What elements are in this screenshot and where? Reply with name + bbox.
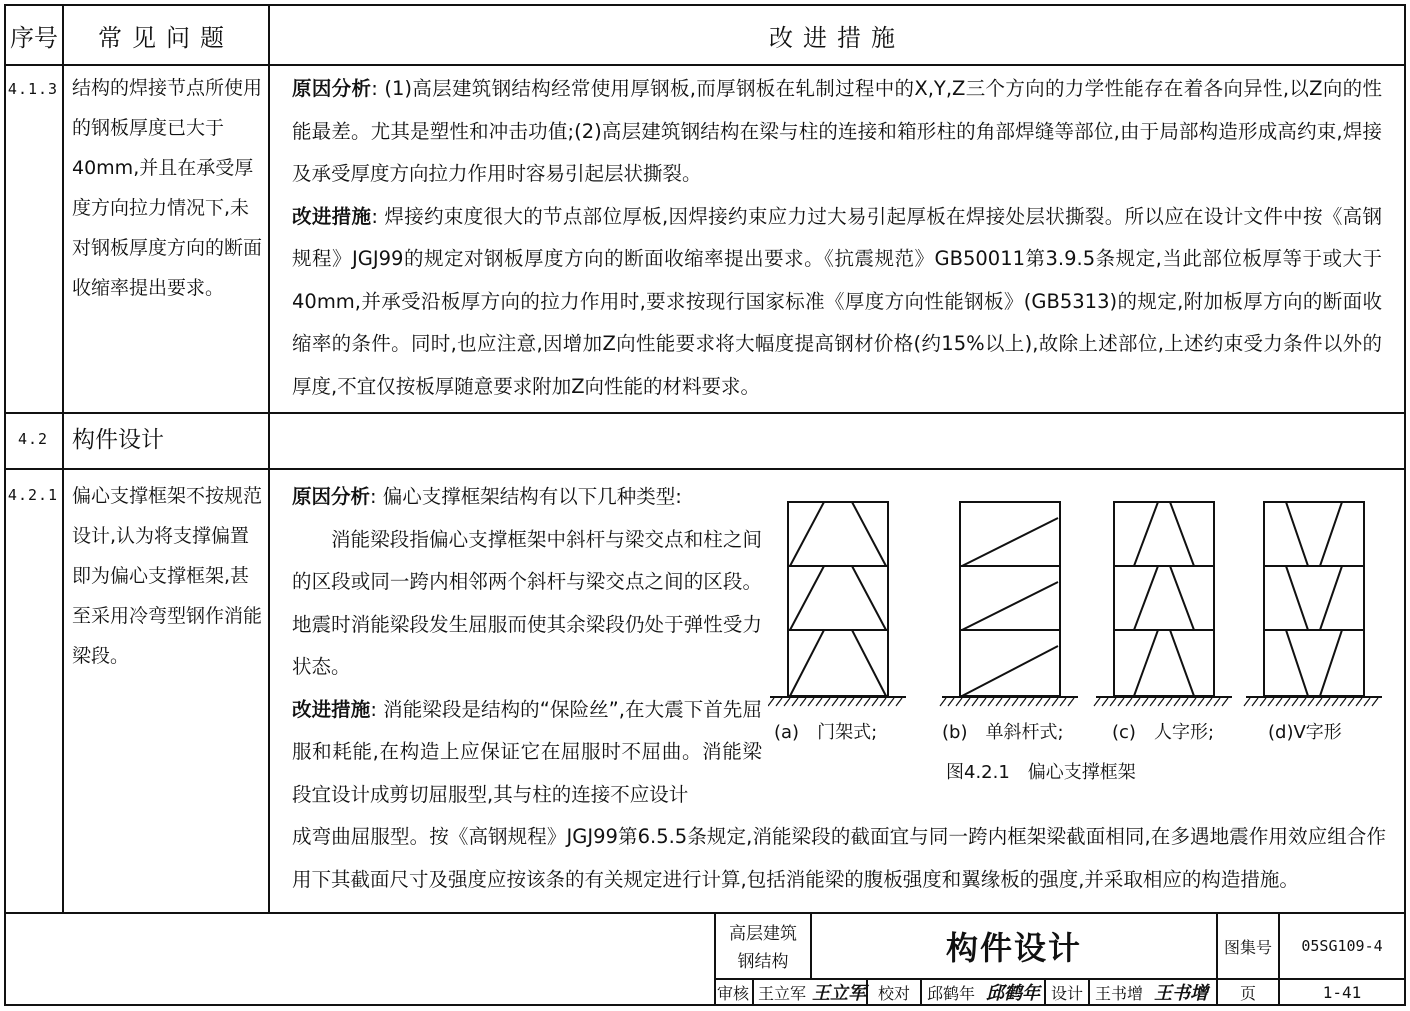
- tb-category-1: 高层建筑: [729, 923, 797, 944]
- tb-check-label: 校对: [877, 983, 910, 1003]
- frame-a-portal: [788, 502, 888, 696]
- measure-label: 改进措施: [292, 204, 372, 228]
- measure-text: : 焊接约束度很大的节点部位厚板,因焊接约束应力过大易引起厚板在焊接处层状撕裂。所以应在设计文件中按《高钢规程》JGJ99的规定对钢板厚度方向的断面收缩率提出要求。《抗震规范》GB50011第3.9.5条规定,当此部位板厚等于或大于40mm,并承受沿板厚方向的拉力作用时,要求按现行国家标准《厚度方向性能钢板》(GB5313)的规定,附加板厚方向的断面收缩率的条件。同时,也应注意,因增加Z向性能要求将大幅度提高钢材价格(约15%以上),故除上述部位,上述约束受力条件以外的厚度,不宜仅按板厚随意要求附加Z向性能的材料要求。: [292, 204, 1382, 398]
- caption-c: (c) 人字形;: [1112, 722, 1215, 743]
- tb-category-2: 钢结构: [737, 951, 789, 972]
- col-rule-1: [62, 4, 64, 914]
- analysis-text: : (1)高层建筑钢结构经常使用厚钢板,而厚钢板在轧制过程中的X,Y,Z三个方向的力学性能存在着各向异性,以Z向的性能最差。尤其是塑性和冲击功值;(2)高层建筑钢结构在梁与柱的连接和箱形柱的角部焊缝等部位,由于局部构造形成高约束,焊接及承受厚度方向拉力作用时容易引起层状撕裂。: [292, 77, 1382, 185]
- tb-checker: 邱鹤年: [926, 983, 975, 1003]
- tb-designer: 王书增: [1094, 983, 1143, 1003]
- measure-text-1: : 消能梁段是结构的“保险丝”,在大震下首先屈服和耗能,在构造上应保证它在屈服时不屈曲。消能梁段宜设计成剪切屈服型,其与柱的连接不应设计: [292, 697, 762, 806]
- caption-b: (b) 单斜杆式;: [942, 722, 1064, 743]
- measure-label: 改进措施: [292, 697, 371, 721]
- tb-page-label: 页: [1239, 983, 1256, 1003]
- row-measure-4-2-1-bottom: 成弯曲屈服型。按《高钢规程》JGJ99第6.5.5条规定,消能梁段的截面宜与同一跨内框架梁截面相同,在多遇地震作用效应组合作用下其截面尺寸及强度应按该条的有关规定进行计算,包括消能梁的腹板强度和翼缘板的强度,并采取相应的构造措施。: [292, 825, 1386, 891]
- tb-reviewer-signature: 王立军: [812, 983, 866, 1004]
- analysis-label: 原因分析: [292, 77, 372, 100]
- tb-designer-signature: 王书增: [1154, 983, 1208, 1004]
- tb-atlas-label: 图集号: [1223, 937, 1272, 957]
- analysis-paragraph: 消能梁段指偏心支撑框架中斜杆与梁交点和柱之间的区段或同一跨内相邻两个斜杆与梁交点之间的区段。地震时消能梁段发生屈服而使其余梁段仍处于弹性受力状态。: [292, 527, 762, 678]
- tb-checker-signature: 邱鹤年: [986, 983, 1040, 1004]
- tb-review-label: 审核: [716, 983, 749, 1003]
- analysis-text: : 偏心支撑框架结构有以下几种类型:: [370, 485, 682, 508]
- tb-atlas-no: 05SG109-4: [1301, 937, 1383, 955]
- tb-page-no: 1-41: [1322, 982, 1362, 1002]
- header-problem: 常见问题: [98, 23, 234, 52]
- ground-hatching: [768, 698, 1378, 706]
- row-measure-4-1-3: [292, 68, 1382, 408]
- frame-d-v-type: [1264, 502, 1364, 696]
- caption-a: (a) 门架式;: [774, 722, 878, 743]
- tb-design-label: 设计: [1050, 983, 1083, 1003]
- row-rule-3: [4, 912, 1406, 914]
- figure-eccentric-braced-frames: [768, 490, 1408, 790]
- tb-reviewer: 王立军: [757, 983, 806, 1003]
- frames-diagram: [768, 490, 1408, 790]
- frame-c-chevron: [1114, 502, 1214, 696]
- row-rule-2: [4, 468, 1406, 470]
- analysis-label: 原因分析: [292, 485, 371, 508]
- row-measure-4-2-1-top: [292, 476, 762, 816]
- figure-title: 图4.2.1 偏心支撑框架: [946, 762, 1136, 783]
- tb-drawing-title: 构件设计: [945, 929, 1082, 967]
- header-measure: 改进措施: [769, 23, 905, 52]
- row-problem-4-1-3: 结构的焊接节点所使用的钢板厚度已大于40mm,并且在承受厚度方向拉力情况下,未对钢板厚度方向的断面收缩率提出要求。: [72, 77, 263, 299]
- header-no: 序号: [10, 23, 58, 52]
- row-problem-4-2: 构件设计: [72, 427, 164, 453]
- row-no-4-2: 4.2: [17, 430, 49, 448]
- frame-b-single-diagonal: [960, 502, 1060, 696]
- row-no-4-1-3: 4.1.3: [7, 80, 59, 98]
- row-rule-1: [4, 412, 1406, 414]
- caption-d: (d)V字形: [1268, 722, 1342, 743]
- frame-left: [4, 4, 6, 1006]
- row-no-4-2-1: 4.2.1: [7, 486, 59, 504]
- col-rule-2: [268, 4, 270, 914]
- row-problem-4-2-1: 偏心支撑框架不按规范设计,认为将支撑偏置即为偏心支撑框架,甚至采用冷弯型钢作消能梁段。: [72, 485, 263, 667]
